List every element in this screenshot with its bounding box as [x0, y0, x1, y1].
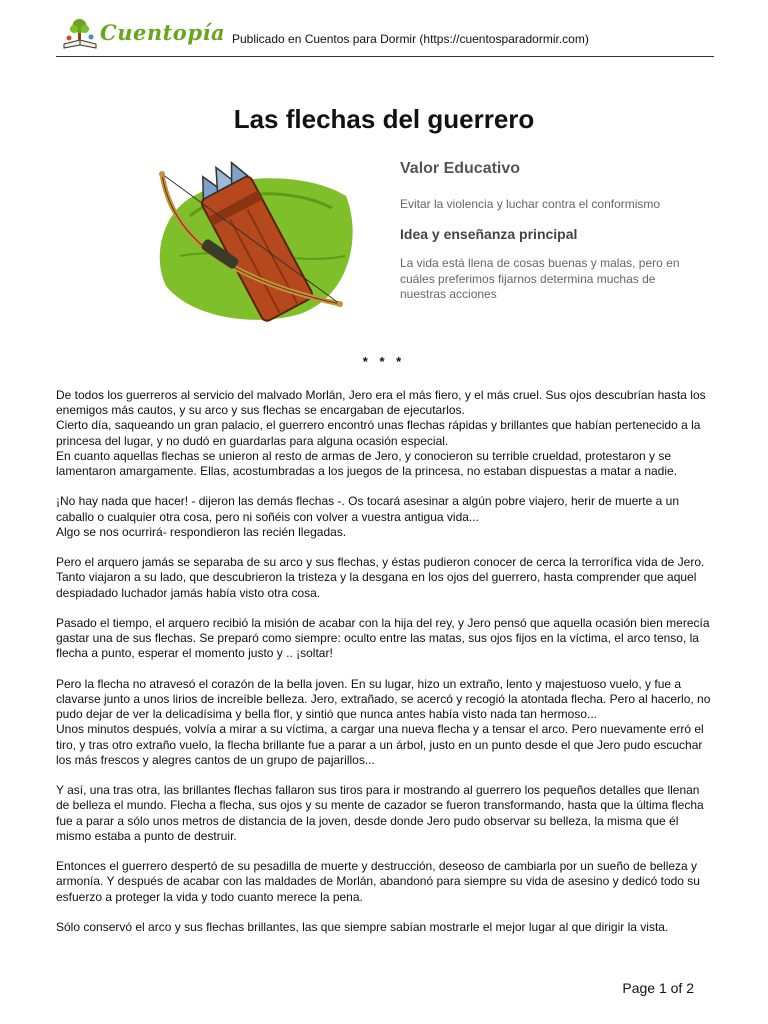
story-paragraph: Algo se nos ocurrirá- respondieron las recién llegadas. — [56, 524, 347, 539]
value-heading: Valor Educativo — [400, 160, 521, 177]
story-paragraph: Sólo conservó el arco y sus flechas brillantes, las que siempre sabían mostrarle el mejor lugar al que dirigir la vista. — [56, 920, 669, 934]
value-text: Evitar la violencia y luchar contra el conformismo — [400, 197, 661, 211]
story-paragraph: ¡No hay nada que hacer! - dijeron las demás flechas -. Os tocará asesinar a algún pobre viajero, herir de muerte a un caballo o cualquier otra cosa, pero ni soñéis con volver a vuestra antigua vida... — [56, 494, 680, 524]
story-body — [56, 388, 714, 950]
story-paragraph: En cuanto aquellas flechas se unieron al resto de armas de Jero, y conocieron su terrible crueldad, protestaron y se lamentaron amargamente. Ellas, acostumbradas a los juegos de la princesa, no estaban dispuestas a matar a nadie. — [56, 448, 678, 479]
story-paragraph: Y así, una tras otra, las brillantes flechas fallaron sus tiros para ir mostrando al guerrero los pequeños detalles que llenan de belleza el mundo. Flecha a flecha, sus ojos y su mente de cazador se fueron transformando, hasta que la última flecha fue a parar a sólo unos metros de distancia de la joven, desde donde Jero pudo observar su belleza, la misma que él mismo estaba a punto de destruir. — [56, 783, 704, 843]
educational-sidebar — [400, 160, 710, 303]
book-tree-icon — [60, 16, 100, 52]
published-source: Publicado en Cuentos para Dormir (https://cuentosparadormir.com) — [232, 32, 589, 46]
idea-heading: Idea y enseñanza principal — [400, 226, 578, 242]
quiver-bow-illustration — [150, 156, 360, 328]
story-paragraph: Unos minutos después, volvía a mirar a su víctima, a cargar una nueva flecha y a tensar el arco. Pero nuevamente erró el tiro, y tras otro extraño vuelo, la flecha brillante fue a parar a un árbol, justo en un punto desde el que Jero pudo escuchar los más frescos y alegres cantos de un grupo de pajarillos... — [56, 722, 704, 767]
story-paragraph: Pasado el tiempo, el arquero recibió la misión de acabar con la hija del rey, y Jero pensó que aquella ocasión bien merecía gastar una de sus flechas. Se preparó como siempre: oculto entre las matas, sus ojos fijos en la víctima, el arco tenso, la flecha a punto, esperar el momento justo y .. ¡soltar! — [56, 616, 710, 661]
story-title: Las flechas del guerrero — [233, 104, 535, 134]
section-separator: * * * — [362, 354, 406, 369]
story-paragraph: Pero el arquero jamás se separaba de su arco y sus flechas, y éstas pudieron conocer de cerca la terrorífica vida de Jero. Tanto viajaron a su lado, que descubrieron la tristeza y la desgana en los ojos del guerrero, hasta comprender que aquel despiadado luchador jamás había visto otra cosa. — [56, 555, 705, 600]
story-paragraph: De todos los guerreros al servicio del malvado Morlán, Jero era el más fiero, y el más cruel. Sus ojos descubrían hasta los enemigos más cautos, y su arco y sus flechas se encargaban de ejecutarlos. — [56, 388, 706, 418]
story-paragraph: Entonces el guerrero despertó de su pesadilla de muerte y destrucción, deseoso de cambiarla por un sueño de belleza y armonía. Y después de acabar con las maldades de Morlán, abandonó para siempre su vida de asesino y dedicó todo su esfuerzo a proteger la vida y todo cuanto merece la pena. — [56, 859, 700, 904]
story-paragraph: Cierto día, saqueando un gran palacio, el guerrero encontró unas flechas rápidas y brillantes que habían pertenecido a la princesa del lugar, y no dudó en guardarlas para alguna ocasión especial. — [56, 418, 701, 448]
idea-text: La vida está llena de cosas buenas y malas, pero en cuáles preferimos fijarnos determina muchas de nuestras acciones — [400, 256, 680, 301]
page-header — [56, 14, 714, 57]
logo-text: Cuentopía — [100, 20, 226, 45]
story-paragraph: Pero la flecha no atravesó el corazón de la bella joven. En su lugar, hizo un extraño, lento y majestuoso vuelo, y fue a clavarse junto a unos lirios de increíble belleza. Jero, extrañado, se acercó y recogió la atontada flecha. Pero al hacerlo, no pudo dejar de ver la delicadísima y bella flor, y sintió que nunca antes había visto nada tan hermoso... — [56, 676, 711, 722]
cuentopia-logo — [60, 16, 226, 52]
page-number: Page 1 of 2 — [622, 980, 694, 996]
